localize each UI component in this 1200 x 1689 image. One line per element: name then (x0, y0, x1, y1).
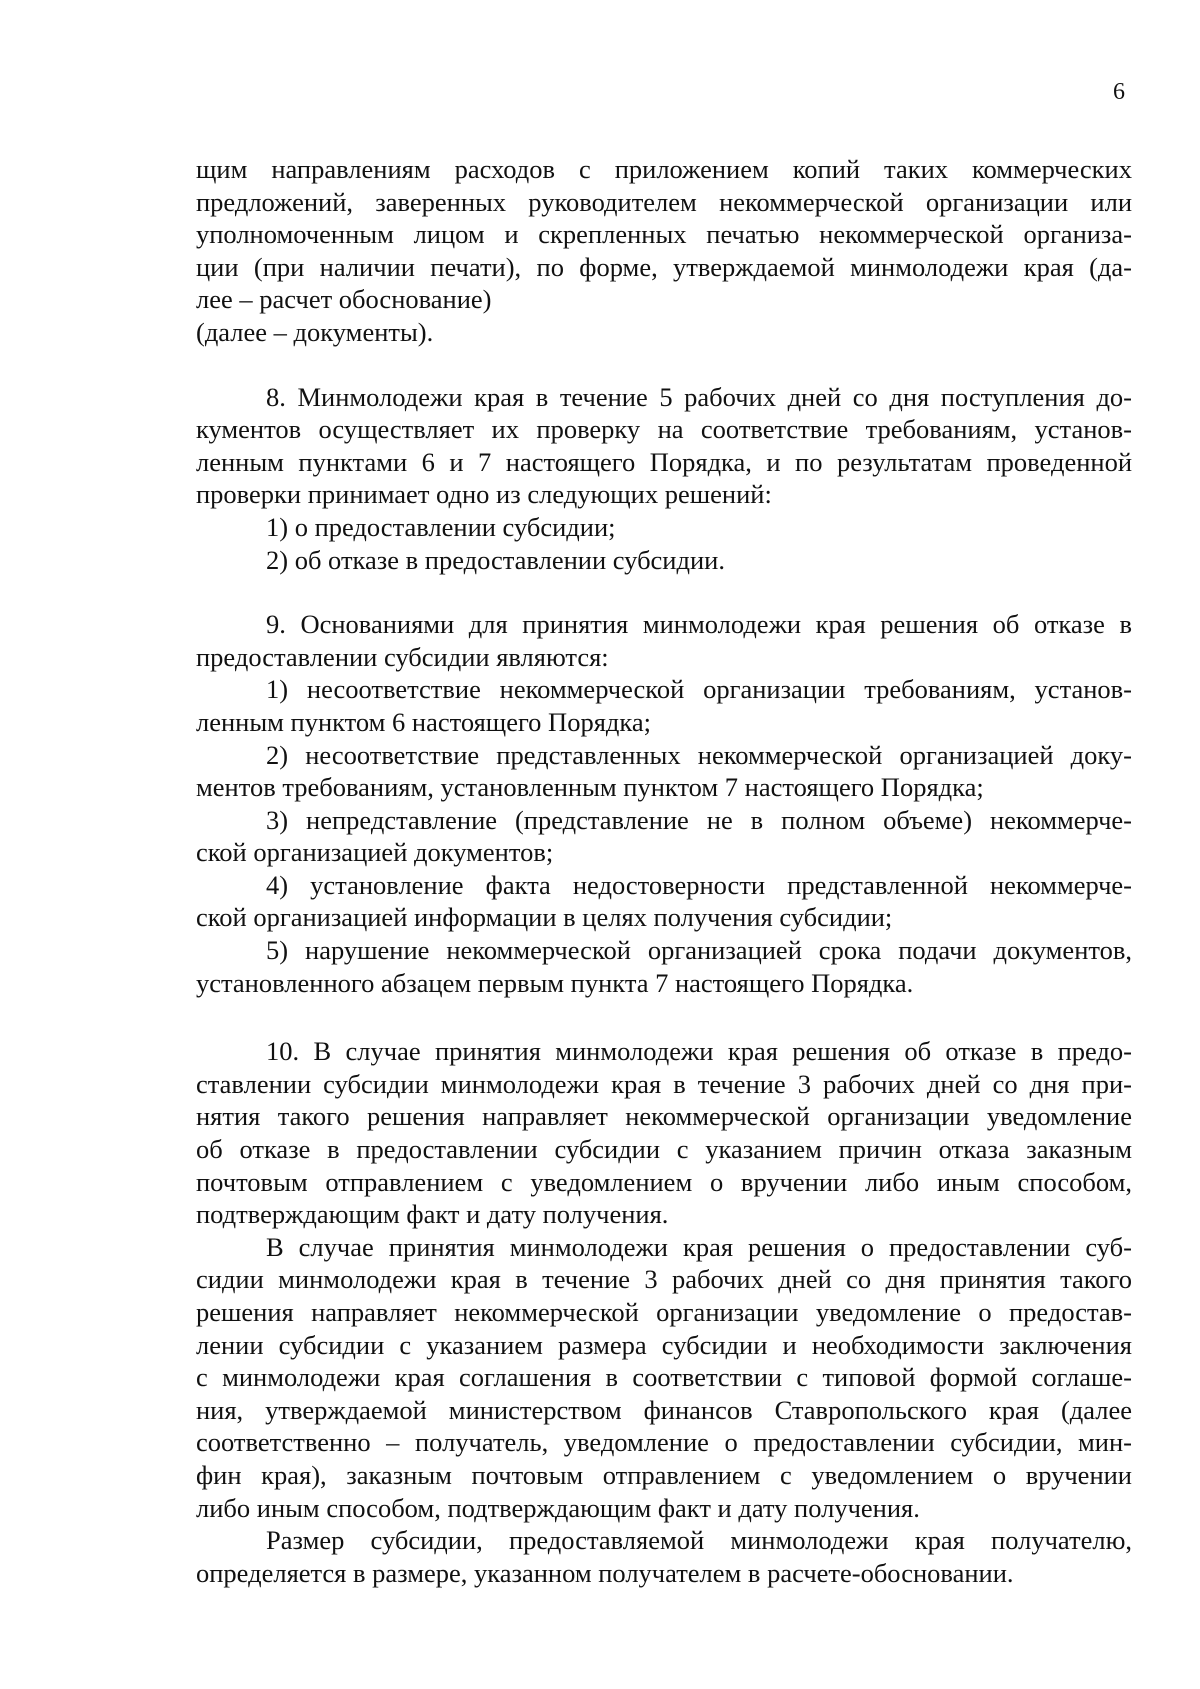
paragraph (196, 1524, 1132, 1589)
text-line: 2) несоответствие представленных некоммерческой организацией доку- (266, 739, 1132, 770)
text-line: лении субсидии с указанием размера субсидии и необходимости заключения (196, 1329, 1132, 1360)
text-line: фин края), заказным почтовым отправлением с уведомлением о вручении (196, 1459, 1132, 1490)
paragraph (196, 381, 1132, 511)
text-line: ния, утверждаемой министерством финансов Ставропольского края (далее (196, 1394, 1132, 1425)
text-line: ции (при наличии печати), по форме, утверждаемой минмолодежи края (да- (196, 251, 1132, 282)
paragraph-spacer (196, 349, 1132, 381)
text-line: 10. В случае принятия минмолодежи края решения об отказе в предо- (266, 1036, 1132, 1067)
text-line: Размер субсидии, предоставляемой минмолодежи края получателю, (266, 1525, 1132, 1556)
page-number: 6 (1113, 79, 1125, 105)
text-line: нятия такого решения направляет некоммерческой организации уведомление (196, 1101, 1132, 1132)
paragraph (196, 673, 1132, 738)
text-line: 1) о предоставлении субсидии; (266, 511, 616, 542)
paragraph (196, 1231, 1132, 1524)
paragraph (196, 511, 1132, 544)
text-line: ской организацией информации в целях получения субсидии; (196, 902, 893, 933)
text-line: предоставлении субсидии являются: (196, 641, 609, 672)
text-line: 4) установление факта недостоверности представленной некоммерче- (266, 869, 1132, 900)
text-line: либо иным способом, подтверждающим факт и дату получения. (196, 1492, 920, 1523)
text-line: сидии минмолодежи края в течение 3 рабочих дней со дня принятия такого (196, 1264, 1132, 1295)
text-line: определяется в размере, указанном получателем в расчете-обосновании. (196, 1557, 1014, 1588)
text-line: почтовым отправлением с уведомлением о вручении либо иным способом, (196, 1166, 1132, 1197)
text-line: ской организацией документов; (196, 837, 554, 868)
paragraph (196, 1035, 1132, 1231)
text-line: лее – расчет обоснование) (196, 284, 492, 315)
text-line: уполномоченным лицом и скрепленных печатью некоммерческой организа- (196, 219, 1132, 250)
text-line: ставлении субсидии минмолодежи края в течение 3 рабочих дней со дня при- (196, 1068, 1132, 1099)
paragraph (196, 739, 1132, 804)
text-line: В случае принятия минмолодежи края решения о предоставлении суб- (266, 1231, 1132, 1262)
paragraph (196, 804, 1132, 869)
text-line: с минмолодежи края соглашения в соответствии с типовой формой соглаше- (196, 1362, 1132, 1393)
paragraph-spacer (196, 576, 1132, 608)
text-line: об отказе в предоставлении субсидии с указанием причин отказа заказным (196, 1134, 1132, 1165)
paragraph (196, 608, 1132, 673)
text-line: ленным пунктами 6 и 7 настоящего Порядка, и по результатам проведенной (196, 446, 1132, 477)
text-line: решения направляет некоммерческой организации уведомление о предостав- (196, 1297, 1132, 1327)
text-line: ленным пунктом 6 настоящего Порядка; (196, 706, 651, 737)
paragraph-spacer (196, 999, 1132, 1035)
text-line: ментов требованиям, установленным пунктом 7 настоящего Порядка; (196, 772, 984, 803)
document-body (196, 153, 1132, 1589)
text-line: 5) нарушение некоммерческой организацией срока подачи документов, (266, 935, 1132, 966)
text-line: кументов осуществляет их проверку на соответствие требованиям, установ- (196, 414, 1132, 445)
text-line: 8. Минмолодежи края в течение 5 рабочих дней со дня поступления до- (266, 381, 1132, 412)
text-line: 9. Основаниями для принятия минмолодежи края решения об отказе в (266, 609, 1132, 640)
paragraph (196, 934, 1132, 999)
paragraph (196, 544, 1132, 577)
text-line: 3) непредставление (представление не в полном объеме) некоммерче- (266, 804, 1132, 835)
text-line: (далее – документы). (196, 316, 434, 347)
paragraph (196, 869, 1132, 934)
text-line: предложений, заверенных руководителем некоммерческой организации или (196, 186, 1132, 217)
text-line: щим направлениям расходов с приложением копий таких коммерческих (196, 154, 1132, 184)
text-line: 2) об отказе в предоставлении субсидии. (266, 544, 725, 575)
text-line: 1) несоответствие некоммерческой организации требованиям, установ- (266, 674, 1132, 705)
text-line: проверки принимает одно из следующих решений: (196, 479, 772, 510)
paragraph (196, 316, 1132, 349)
text-line: установленного абзацем первым пункта 7 настоящего Порядка. (196, 967, 914, 998)
paragraph (196, 153, 1132, 316)
text-line: подтверждающим факт и дату получения. (196, 1199, 669, 1230)
text-line: соответственно – получатель, уведомление о предоставлении субсидии, мин- (196, 1427, 1132, 1458)
